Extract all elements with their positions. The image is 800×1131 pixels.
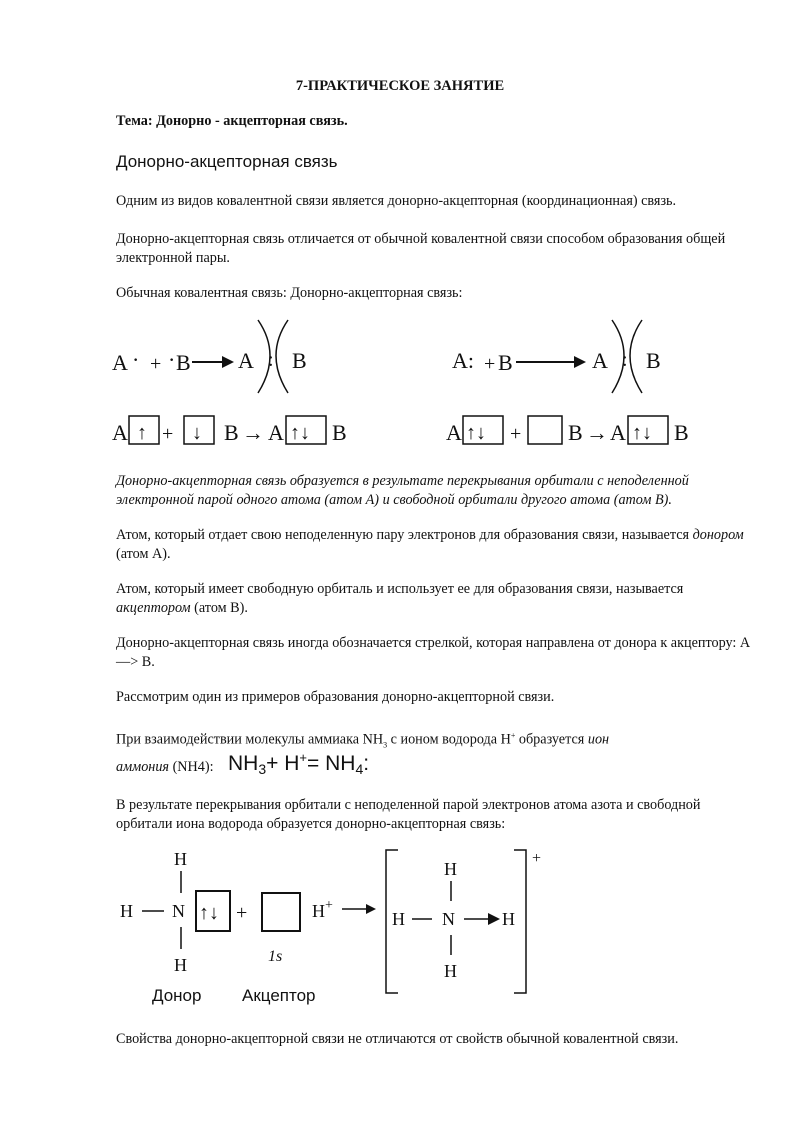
paragraph-8: Рассмотрим один из примеров образования донорно-акцепторной связи. — [116, 689, 555, 705]
svg-text:+: + — [510, 423, 522, 445]
svg-text:A: A — [112, 420, 128, 445]
paragraph-4: Донорно-акцепторная связь образуется в результате перекрывания орбитали с неподеленной электронной парой одного атома (атом А) и свободной орбитали другого атома (атом В). — [116, 473, 689, 508]
svg-text:B: B — [674, 420, 689, 445]
page-title: 7-ПРАКТИЧЕСКОЕ ЗАНЯТИЕ — [295, 78, 505, 94]
svg-text:H: H — [502, 909, 515, 929]
svg-text:+: + — [484, 353, 496, 375]
paragraph-2: Донорно-акцепторная связь отличается от обычной ковалентной связи способом образования общей электронной пары. — [116, 231, 726, 266]
svg-text:B: B — [568, 420, 583, 445]
ammonium-formation-diagram — [110, 845, 560, 1010]
svg-text:+: + — [150, 353, 162, 375]
svg-text:↑: ↑ — [137, 422, 147, 444]
svg-text:↓: ↓ — [192, 422, 202, 444]
svg-text:→: → — [586, 420, 608, 445]
ammonium-equation — [226, 744, 426, 778]
svg-text:·: · — [168, 347, 176, 372]
svg-text:B: B — [646, 348, 661, 373]
svg-text:A: A — [610, 420, 626, 445]
svg-text:NH3+ H+= NH4:: NH3+ H+= NH4: — [228, 750, 370, 777]
svg-text:A: A — [238, 348, 254, 373]
covalent-orbital-scheme — [110, 410, 370, 450]
svg-text:Акцептор: Акцептор — [242, 986, 316, 1005]
svg-text:N: N — [172, 901, 185, 921]
svg-text:A: A — [112, 350, 128, 375]
svg-text:↑↓: ↑↓ — [199, 902, 219, 924]
paragraph-12: Свойства донорно-акцепторной связи не отличаются от свойств обычной ковалентной связи. — [116, 1031, 679, 1047]
svg-text:B: B — [224, 420, 239, 445]
svg-text:↑↓: ↑↓ — [290, 422, 310, 444]
svg-text:A: A — [592, 348, 608, 373]
svg-text:H: H — [392, 909, 405, 929]
paragraph-5: Атом, который отдает свою неподеленную пару электронов для образования связи, называется донором (атом А). — [116, 527, 744, 562]
svg-text:B: B — [292, 348, 307, 373]
svg-text:A: A — [268, 420, 284, 445]
section-heading: Донорно-акцепторная связь — [116, 152, 338, 171]
paragraph-7: Донорно-акцепторная связь иногда обозначается стрелкой, которая направлена от донора к акцептору: А —> В. — [116, 635, 751, 670]
svg-text:↑↓: ↑↓ — [466, 422, 486, 444]
paragraph-1: Одним из видов ковалентной связи является донорно-акцепторная (координационная) связь. — [116, 193, 677, 209]
svg-text:H+: H+ — [312, 898, 333, 921]
svg-text:H: H — [120, 901, 133, 921]
svg-text::: : — [622, 349, 628, 371]
donor-acceptor-orbital-scheme — [444, 410, 704, 450]
topic-line: Тема: Донорно - акцепторная связь. — [116, 113, 348, 129]
svg-text:N: N — [442, 909, 455, 929]
covalent-dot-scheme — [110, 315, 360, 395]
svg-text:+: + — [162, 423, 174, 445]
paragraph-6: Атом, который имеет свободную орбиталь и использует ее для образования связи, называется акцептором (атом В). — [116, 581, 684, 616]
svg-text:+: + — [236, 902, 248, 924]
donor-acceptor-dot-scheme — [450, 315, 700, 395]
svg-text:1s: 1s — [268, 948, 283, 965]
paragraph-10: аммония (NH4): — [116, 759, 214, 775]
paragraph-3: Обычная ковалентная связь: Донорно-акцепторная связь: — [116, 285, 463, 301]
svg-text:H: H — [174, 955, 187, 975]
svg-text:→: → — [242, 420, 264, 445]
svg-text:A: A — [446, 420, 462, 445]
svg-text:H: H — [444, 961, 457, 981]
svg-text:Донор: Донор — [152, 986, 202, 1005]
svg-text:H: H — [174, 849, 187, 869]
svg-text:B: B — [498, 350, 513, 375]
svg-text:B: B — [332, 420, 347, 445]
svg-text:H: H — [444, 859, 457, 879]
svg-text:·: · — [132, 347, 140, 372]
paragraph-9: При взаимодействии молекулы аммиака $NH_3$ с ионом водорода H+ образуется ион — [116, 731, 610, 750]
paragraph-11: В результате перекрывания орбитали с неподеленной парой электронов атома азота и свободной орбитали иона водорода образуется донорно-акцепторная связь: — [116, 797, 701, 832]
svg-text::: : — [268, 349, 274, 371]
svg-text:A:: A: — [452, 348, 474, 373]
svg-text:+: + — [532, 850, 542, 867]
svg-text:↑↓: ↑↓ — [632, 422, 652, 444]
svg-text:B: B — [176, 350, 191, 375]
